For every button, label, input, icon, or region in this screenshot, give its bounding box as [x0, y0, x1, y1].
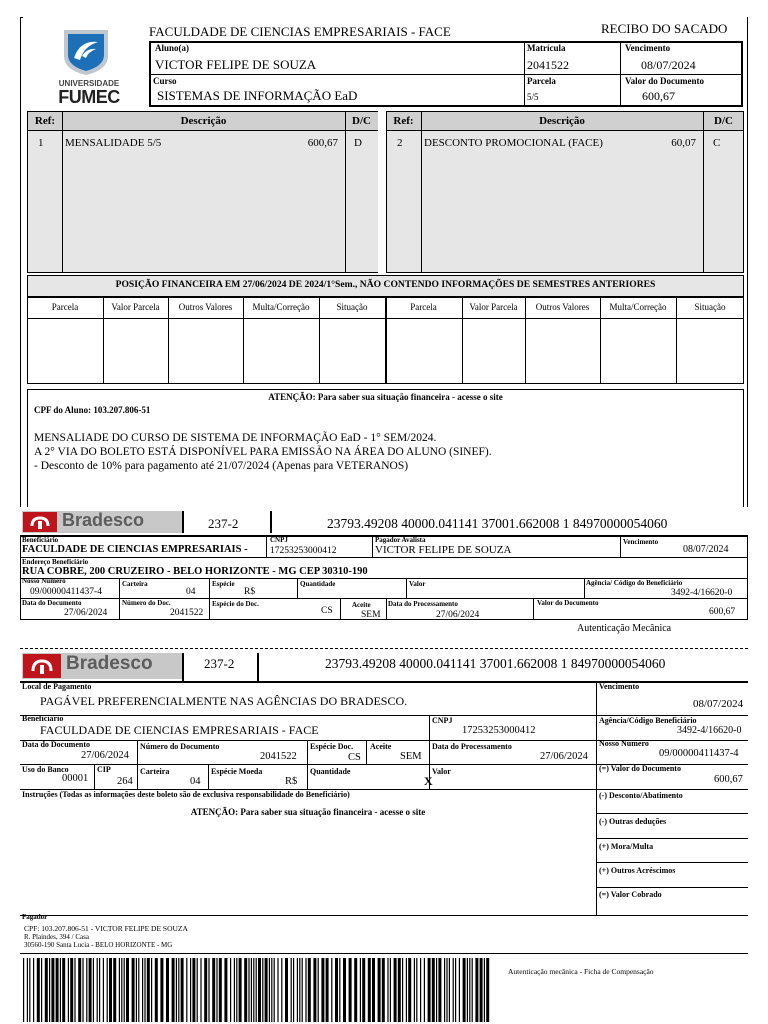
barcode-bar — [103, 958, 104, 1022]
slip2-bank-use-label: Uso do Banco — [22, 765, 69, 774]
barcode-bar — [387, 958, 388, 1022]
barcode-bar — [326, 958, 329, 1022]
enrollment-value: 2041522 — [527, 58, 569, 72]
notice-line3: - Desconto de 10% para pagamento até 21/07/2024 (Apenas para VETERANOS) — [34, 460, 409, 472]
barcode-bar — [160, 958, 163, 1022]
barcode-bar — [368, 958, 371, 1022]
slip2-bank-code: 237-2 — [204, 656, 235, 671]
barcode-bar — [459, 958, 460, 1022]
enrollment-label: Matrícula — [527, 43, 566, 53]
slip2-instructions-label: Instruções (Todas as informações deste boleto são de exclusiva responsabilidade do Beneficiário) — [22, 790, 350, 799]
installment-value: 5/5 — [527, 92, 539, 102]
slip1-process-date: 27/06/2024 — [436, 610, 480, 620]
financial-title: POSIÇÃO FINANCEIRA EM 27/06/2024 DE 2024/1°Sem., NÃO CONTENDO INFORMAÇÕES DE SEMESTRES ANTERIORES — [115, 279, 656, 290]
barcode-bar — [253, 958, 254, 1022]
barcode-bar — [29, 958, 30, 1022]
barcode-bar — [37, 958, 40, 1022]
slip2-agency: 3492-4/16620-0 — [677, 725, 742, 736]
installment-label: Parcela — [527, 76, 556, 86]
slip2-our-number-label: Nosso Número — [599, 739, 649, 748]
barcode-bar — [438, 958, 441, 1022]
item-value-right: 60,07 — [671, 137, 696, 149]
slip2-payment-place-label: Local de Pagamento — [22, 682, 92, 691]
barcode-bar — [197, 958, 198, 1022]
barcode-bar — [354, 958, 357, 1022]
slip2-cnpj: 17253253000412 — [462, 725, 536, 736]
slip2-cip-label: CIP — [97, 765, 111, 774]
barcode-bar — [136, 958, 137, 1022]
barcode-bar — [147, 958, 150, 1022]
barcode-bar — [51, 958, 54, 1022]
slip1-address: RUA COBRE, 200 CRUZEIRO - BELO HORIZONTE - MG CEP 30310-190 — [22, 566, 368, 577]
slip2-wallet-label: Carteira — [140, 767, 170, 776]
barcode-bar — [109, 958, 112, 1022]
slip2-payment-place: PAGÁVEL PREFERENCIALMENTE NAS AGÊNCIAS DO BRADESCO. — [40, 694, 408, 708]
barcode-bar — [455, 958, 456, 1022]
barcode-bar — [402, 958, 403, 1022]
slip1-doc-date-label: Data do Documento — [22, 599, 82, 607]
barcode-bar — [472, 958, 473, 1022]
barcode-bar — [68, 958, 69, 1022]
notice-line1: MENSALIADE DO CURSO DE SISTEMA DE INFORMAÇÃO EaD - 1° SEM/2024. — [34, 432, 437, 444]
slip2-other-deductions-label: (-) Outras deduções — [599, 817, 667, 826]
item-value-left: 600,67 — [307, 137, 338, 149]
slip2-bradesco-icon — [23, 654, 61, 678]
item-dc-right: C — [713, 137, 721, 149]
slip2-accept: SEM — [400, 751, 422, 762]
barcode-bar — [186, 958, 187, 1022]
barcode-bar — [239, 958, 242, 1022]
barcode-bar — [308, 958, 311, 1022]
slip2-fine-label: (+) Mora/Multa — [599, 842, 654, 851]
slip1-address-label: Endereço Beneficiário — [22, 558, 89, 566]
slip1-species-label: Espécie — [212, 580, 235, 588]
slip1-value-label: Valor — [409, 580, 426, 588]
barcode-bar — [313, 958, 316, 1022]
barcode-bar — [181, 958, 184, 1022]
barcode-bar — [126, 958, 129, 1022]
financial-col-header: Valor Parcela — [111, 302, 160, 312]
slip1-doc-species-label: Espécie do Doc. — [212, 600, 259, 608]
barcode-bar — [362, 958, 365, 1022]
slip1-cnpj: 17253253000412 — [270, 546, 337, 556]
barcode-bar — [271, 958, 272, 1022]
barcode-bar — [372, 958, 375, 1022]
slip1-quantity-label: Quantidade — [300, 580, 336, 588]
barcode-bar — [230, 958, 231, 1022]
slip2-cip: 264 — [117, 776, 133, 787]
slip2-agency-label: Agência/Código Beneficiário — [599, 716, 697, 725]
barcode-bar — [45, 958, 48, 1022]
slip2-currency: R$ — [285, 776, 298, 787]
slip2-other-additions-label: (+) Outros Acréscimos — [599, 866, 676, 875]
slip1-guarantor-label: Pagador Avalista — [375, 536, 426, 544]
barcode-bar — [480, 958, 483, 1022]
slip1-doc-species: CS — [321, 606, 333, 616]
barcode-bar — [302, 958, 303, 1022]
slip2-payer-line2: R. Plaindes, 394 / Casa — [24, 933, 89, 941]
barcode-bar — [251, 958, 252, 1022]
slip2-value-label: Valor — [432, 767, 451, 776]
course-value: SISTEMAS DE INFORMAÇÃO EaD — [157, 88, 358, 103]
slip1-accept: SEM — [361, 610, 381, 620]
slip2-payer-label: Pagador — [22, 913, 48, 921]
barcode-bar — [178, 958, 179, 1022]
barcode-bar — [93, 958, 94, 1022]
barcode-bar — [390, 958, 391, 1022]
slip2-due-label: Vencimento — [599, 682, 640, 691]
slip1-guarantor: VICTOR FELIPE DE SOUZA — [375, 544, 512, 556]
notice-cpf: CPF do Aluno: 103.207.806-51 — [34, 405, 151, 415]
barcode-bar — [293, 958, 294, 1022]
student-label: Aluno(a) — [155, 43, 190, 53]
slip2-digitable-line: 23793.49208 40000.041141 37001.662008 1 84970000054060 — [325, 656, 666, 671]
barcode-bar — [343, 958, 346, 1022]
slip2-payer-line1: CPF: 103.207.806-51 - VICTOR FELIPE DE SOUZA — [24, 924, 188, 933]
barcode-bar — [70, 958, 73, 1022]
slip1-accept-label: Aceite — [352, 601, 371, 609]
barcode-bar — [97, 958, 98, 1022]
barcode-bar — [155, 958, 158, 1022]
slip2-payer-line3: 30560-190 Santa Lucia - BELO HORIZONTE - MG — [24, 941, 173, 949]
item-ref-right: 2 — [397, 137, 403, 149]
slip1-process-date-label: Data do Processamento — [388, 600, 458, 608]
barcode-bar — [121, 958, 122, 1022]
barcode-bar — [428, 958, 431, 1022]
barcode-bar — [200, 958, 201, 1022]
barcode-bar — [166, 958, 169, 1022]
barcode-bar — [414, 958, 415, 1022]
student-name: VICTOR FELIPE DE SOUZA — [155, 57, 317, 72]
item-desc-right: DESCONTO PROMOCIONAL (FACE) — [424, 137, 603, 149]
slip2-bank-name: Bradesco — [66, 653, 153, 674]
barcode-bar — [74, 958, 75, 1022]
slip1-bank-name: Bradesco — [62, 510, 145, 530]
slip2-our-number: 09/00000411437-4 — [659, 748, 739, 759]
financial-col-header: Situação — [336, 302, 368, 312]
slip2-attention: ATENÇÃO: Para saber sua situação financeira - acesse o site — [190, 807, 426, 817]
slip2-bank-logo — [22, 653, 182, 679]
barcode-bar — [285, 958, 288, 1022]
slip2-quantity-label: Quantidade — [310, 767, 351, 776]
barcode-bar — [224, 958, 227, 1022]
due-label: Vencimento — [625, 43, 671, 53]
slip1-our-number-label: Nosso Número — [22, 577, 66, 585]
barcode-bar — [144, 958, 145, 1022]
barcode-bar — [78, 958, 81, 1022]
slip2-discount-label: (-) Desconto/Abatimento — [599, 791, 683, 800]
barcode-bar — [244, 958, 247, 1022]
slip2-doc-species-label: Espécie Doc. — [310, 742, 354, 751]
barcode-bar — [41, 958, 42, 1022]
barcode-bar — [299, 958, 300, 1022]
barcode-bar — [398, 958, 401, 1022]
slip1-doc-number-label: Número do Doc. — [122, 599, 171, 607]
item-dc-left: D — [354, 137, 362, 149]
slip2-auth: Autenticação mecânica - Ficha de Compensação — [508, 967, 654, 976]
financial-col-header: Multa/Correção — [609, 302, 667, 312]
barcode-bar — [297, 958, 298, 1022]
barcode-bar — [277, 958, 278, 1022]
logo-line2: FUMEC — [58, 87, 120, 107]
barcode-bar — [60, 958, 61, 1022]
barcode-bar — [23, 958, 24, 1022]
logo-line1: UNIVERSIDADE — [58, 79, 120, 88]
barcode-bar — [349, 958, 352, 1022]
barcode-bar — [204, 958, 207, 1022]
slip1-bank-logo — [22, 511, 182, 533]
slip1-due-label: Vencimento — [623, 538, 659, 546]
slip1-agency-label: Agência/ Código do Beneficiário — [586, 579, 683, 587]
barcode-bar — [467, 958, 468, 1022]
barcode-bar — [99, 958, 100, 1022]
slip1-bradesco-icon — [23, 512, 57, 532]
financial-col-header: Parcela — [51, 302, 79, 312]
slip2-accept-label: Aceite — [370, 742, 392, 751]
dc-header-right: D/C — [714, 115, 733, 127]
barcode-bar — [416, 958, 417, 1022]
barcode-bar — [151, 958, 152, 1022]
barcode-bar — [138, 958, 139, 1022]
slip1-beneficiary: FACULDADE DE CIENCIAS EMPRESARIAIS - — [22, 544, 248, 555]
slip2-doc-species: CS — [348, 752, 361, 763]
barcode-bar — [176, 958, 177, 1022]
barcode-bar — [49, 958, 50, 1022]
barcode-bar — [446, 958, 447, 1022]
doc-value: 600,67 — [642, 89, 675, 103]
slip2-currency-label: Espécie Moeda — [211, 767, 263, 776]
slip2-beneficiary: FACULDADE DE CIENCIAS EMPRESARIAIS - FACE — [40, 723, 319, 737]
barcode-bar — [453, 958, 454, 1022]
barcode-bar — [269, 958, 270, 1022]
receipt-label: RECIBO DO SACADO — [601, 21, 728, 36]
slip2-wallet: 04 — [190, 776, 201, 787]
barcode-bar — [463, 958, 466, 1022]
due-value: 08/07/2024 — [641, 58, 696, 72]
slip2-cnpj-label: CNPJ — [432, 716, 453, 725]
barcode-bar — [216, 958, 217, 1022]
slip1-bank-code: 237-2 — [208, 516, 239, 531]
barcode — [23, 958, 493, 1022]
slip2-beneficiary-label: Beneficiário — [22, 714, 64, 723]
barcode-bar — [281, 958, 282, 1022]
ref-header-right: Ref: — [393, 115, 414, 127]
barcode-bar — [124, 958, 125, 1022]
barcode-bar — [56, 958, 59, 1022]
slip1-auth: Autenticação Mecânica — [577, 623, 672, 634]
barcode-bar — [262, 958, 263, 1022]
barcode-bar — [408, 958, 411, 1022]
slip1-our-number: 09/00000411437-4 — [30, 587, 102, 597]
barcode-bar — [219, 958, 222, 1022]
slip1-doc-number: 2041522 — [170, 608, 204, 618]
barcode-bar — [321, 958, 324, 1022]
notice-line2: A 2° VIA DO BOLETO ESTÁ DISPONÍVEL PARA EMISSÃO NA ÁREA DO ALUNO (SINEF). — [34, 446, 492, 458]
barcode-bar — [86, 958, 87, 1022]
fumec-logo — [52, 26, 126, 106]
slip2-quantity-mark: X — [424, 774, 433, 788]
slip1-species: R$ — [244, 587, 256, 597]
slip2-process-date-label: Data do Processamento — [432, 742, 512, 751]
institution-name: FACULDADE DE CIENCIAS EMPRESARIAIS - FACE — [149, 24, 451, 39]
slip2-due: 08/07/2024 — [693, 698, 744, 710]
barcode-bar — [291, 958, 292, 1022]
slip2-doc-value-label: (=) Valor do Documento — [599, 764, 681, 773]
barcode-bar — [62, 958, 65, 1022]
notice-attention: ATENÇÃO: Para saber sua situação financeira - acesse o site — [268, 392, 503, 402]
barcode-bar — [420, 958, 421, 1022]
barcode-bar — [192, 958, 195, 1022]
barcode-bar — [424, 958, 425, 1022]
doc-value-label: Valor do Documento — [625, 76, 705, 86]
barcode-bar — [449, 958, 450, 1022]
slip2-bank-use: 00001 — [62, 773, 89, 784]
slip2-doc-date-label: Data do Documento — [22, 740, 90, 749]
slip1-digitable-line: 23793.49208 40000.041141 37001.662008 1 84970000054060 — [327, 516, 668, 531]
ref-header-left: Ref: — [34, 115, 56, 127]
barcode-bar — [33, 958, 34, 1022]
barcode-bar — [27, 958, 28, 1022]
barcode-bar — [406, 958, 407, 1022]
barcode-bar — [432, 958, 435, 1022]
slip1-agency: 3492-4/16620-0 — [671, 588, 733, 598]
barcode-bar — [256, 958, 257, 1022]
barcode-bar — [172, 958, 175, 1022]
financial-col-header: Multa/Correção — [252, 302, 310, 312]
barcode-bar — [382, 958, 385, 1022]
barcode-bar — [335, 958, 338, 1022]
slip1-cnpj-label: CNPJ — [270, 536, 288, 544]
barcode-bar — [89, 958, 92, 1022]
course-label: Curso — [153, 76, 177, 86]
barcode-bar — [444, 958, 445, 1022]
financial-col-header: Situação — [694, 302, 726, 312]
barcode-bar — [212, 958, 215, 1022]
barcode-bar — [234, 958, 235, 1022]
dc-header-left: D/C — [352, 115, 371, 127]
slip2-doc-number: 2041522 — [260, 751, 297, 762]
barcode-bar — [378, 958, 381, 1022]
desc-header-right: Descrição — [539, 115, 585, 127]
barcode-bar — [142, 958, 143, 1022]
slip1-wallet-label: Carteira — [122, 580, 148, 588]
barcode-bar — [305, 958, 306, 1022]
barcode-bar — [265, 958, 268, 1022]
item-desc-left: MENSALIDADE 5/5 — [65, 137, 162, 149]
barcode-bar — [436, 958, 437, 1022]
barcode-bar — [82, 958, 83, 1022]
barcode-bar — [119, 958, 120, 1022]
barcode-bar — [484, 958, 485, 1022]
slip1-doc-date: 27/06/2024 — [64, 608, 108, 618]
slip2-doc-value: 600,67 — [714, 774, 743, 785]
slip2-charged-label: (=) Valor Cobrado — [599, 890, 662, 899]
barcode-bar — [113, 958, 116, 1022]
barcode-bar — [360, 958, 361, 1022]
financial-col-header: Outros Valores — [535, 302, 590, 312]
barcode-bar — [475, 958, 478, 1022]
slip1-due: 08/07/2024 — [683, 544, 729, 555]
slip2-doc-date: 27/06/2024 — [81, 750, 129, 761]
barcode-bar — [190, 958, 191, 1022]
barcode-bar — [469, 958, 470, 1022]
barcode-bar — [107, 958, 108, 1022]
financial-col-header: Parcela — [410, 302, 437, 312]
slip1-beneficiary-label: Beneficiário — [22, 536, 59, 544]
barcode-bar — [258, 958, 261, 1022]
barcode-bar — [274, 958, 275, 1022]
slip2-process-date: 27/06/2024 — [540, 751, 588, 762]
item-ref-left: 1 — [38, 137, 44, 149]
barcode-bar — [394, 958, 397, 1022]
barcode-bar — [208, 958, 209, 1022]
slip1-doc-value-label: Valor do Documento — [537, 599, 599, 607]
barcode-bar — [339, 958, 340, 1022]
barcode-bar — [331, 958, 332, 1022]
barcode-bar — [236, 958, 237, 1022]
barcode-bar — [132, 958, 135, 1022]
financial-col-header: Outros Valores — [178, 302, 233, 312]
financial-col-header: Valor Parcela — [469, 302, 518, 312]
desc-header-left: Descrição — [180, 115, 227, 127]
barcode-bar — [486, 958, 489, 1022]
slip2-doc-number-label: Número do Documento — [140, 742, 220, 751]
barcode-bar — [248, 958, 249, 1022]
slip1-wallet: 04 — [186, 587, 196, 597]
slip1-doc-value: 600,67 — [709, 607, 736, 617]
barcode-bar — [318, 958, 319, 1022]
fumec-shield-icon — [62, 26, 110, 76]
